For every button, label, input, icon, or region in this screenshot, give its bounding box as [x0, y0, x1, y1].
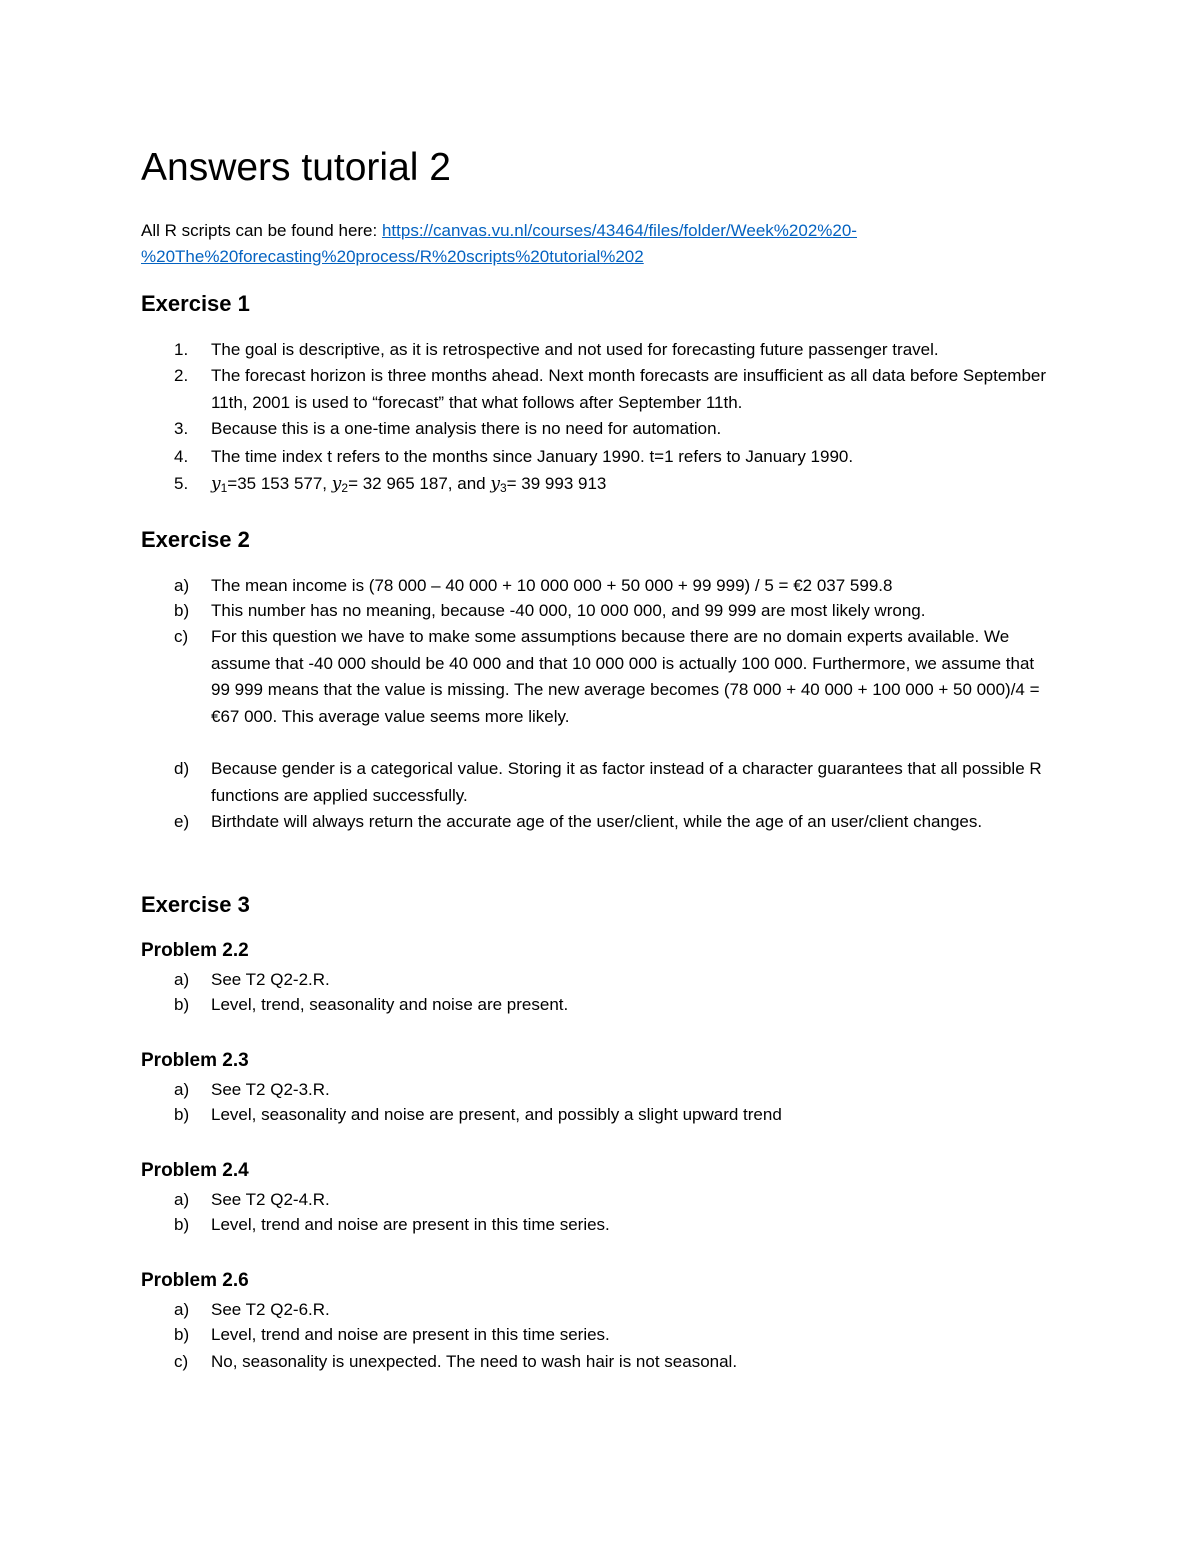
list-item-text: Birthdate will always return the accurate age of the user/client, while the age of an user/client changes. — [211, 812, 983, 831]
list-item-text: Level, trend and noise are present in this time series. — [211, 1215, 610, 1234]
list-item — [174, 1077, 1054, 1104]
value-text: =35 153 577, — [227, 474, 332, 493]
list-item — [174, 598, 1054, 625]
list-marker: 3. — [174, 419, 189, 438]
list-marker: e) — [174, 812, 190, 831]
list-item-text: Level, trend, seasonality and noise are present. — [211, 995, 569, 1014]
list-item-text: See T2 Q2-4.R. — [211, 1190, 330, 1209]
list-item — [174, 756, 1054, 809]
intro-paragraph — [141, 218, 1041, 270]
list-item-text: See T2 Q2-2.R. — [211, 970, 330, 989]
list-marker: 5. — [174, 474, 189, 493]
math-var-y: y — [211, 474, 221, 494]
list-item — [174, 471, 1054, 502]
list-marker: c) — [174, 627, 189, 646]
list-item — [174, 363, 1054, 416]
list-item-text: Level, seasonality and noise are present, and possibly a slight upward trend — [211, 1105, 782, 1124]
list-marker: b) — [174, 995, 190, 1014]
list-marker: a) — [174, 970, 190, 989]
list-item — [174, 444, 1054, 471]
list-item — [174, 992, 1054, 1019]
list-item — [174, 624, 1054, 730]
list-item — [174, 1297, 1054, 1324]
list-item-text: The time index t refers to the months since January 1990. t=1 refers to January 1990. — [211, 447, 854, 466]
exercise-3-heading: Exercise 3 — [141, 892, 250, 917]
list-item-text: Level, trend and noise are present in this time series. — [211, 1325, 610, 1344]
math-var-y: y — [490, 474, 500, 494]
list-marker: 1. — [174, 340, 189, 359]
list-marker: b) — [174, 1105, 190, 1124]
scripts-link-part1[interactable]: https://canvas.vu.nl/courses/43464/files/folder/Week%202%20- — [381, 221, 857, 240]
problem-2-6-heading: Problem 2.6 — [141, 1270, 249, 1291]
list-item-text: For this question we have to make some assumptions because there are no domain experts available. We assume that -40 000 should be 40 000 and that 10 000 000 is actually 100 000. Furthermore, we assume that 99 999 means that the value is missing. The new average becomes (78 000 + 40 000 + 100 000 + 50 000)/4 = €67 000. This average value seems more likely. — [211, 627, 1040, 726]
list-marker: c) — [174, 1352, 189, 1371]
list-marker: d) — [174, 759, 190, 778]
list-marker: a) — [174, 1080, 190, 1099]
list-item-text: The goal is descriptive, as it is retrospective and not used for forecasting future passenger travel. — [211, 340, 939, 359]
list-item-text: No, seasonality is unexpected. The need to wash hair is not seasonal. — [211, 1352, 738, 1371]
list-item — [174, 573, 1054, 600]
list-marker: b) — [174, 601, 190, 620]
intro-text: All R scripts can be found here: — [141, 221, 382, 240]
list-item — [174, 809, 1054, 836]
subscript: 1 — [220, 481, 228, 495]
list-item-text: The forecast horizon is three months ahead. Next month forecasts are insufficient as all data before September 11th, 2001 is used to “forecast” that what follows after September 11th. — [211, 366, 1047, 412]
list-marker: b) — [174, 1215, 190, 1234]
list-item — [174, 967, 1054, 994]
math-var-y: y — [331, 474, 342, 494]
list-item — [174, 1349, 1054, 1376]
list-item-text: This number has no meaning, because -40 000, 10 000 000, and 99 999 are most likely wrong. — [211, 601, 926, 620]
list-item-text: Because this is a one-time analysis there is no need for automation. — [211, 419, 722, 438]
problem-2-2-heading: Problem 2.2 — [141, 940, 249, 961]
list-item — [174, 1322, 1054, 1349]
list-item-text: See T2 Q2-6.R. — [211, 1300, 330, 1319]
problem-2-3-heading: Problem 2.3 — [141, 1050, 249, 1071]
list-item — [174, 337, 1054, 364]
value-text: = 32 965 187, and — [348, 474, 491, 493]
list-marker: a) — [174, 1300, 190, 1319]
list-item — [174, 416, 1054, 443]
subscript: 2 — [341, 481, 349, 495]
list-marker: 4. — [174, 447, 189, 466]
document-title: Answers tutorial 2 — [141, 146, 451, 189]
list-marker: b) — [174, 1325, 190, 1344]
subscript: 3 — [499, 481, 507, 495]
list-item-text — [211, 471, 1054, 502]
exercise-2-heading: Exercise 2 — [141, 527, 250, 552]
list-item — [174, 1212, 1054, 1239]
list-item — [174, 1102, 1054, 1129]
list-item-text: See T2 Q2-3.R. — [211, 1080, 330, 1099]
value-text: = 39 993 913 — [506, 474, 607, 493]
exercise-1-heading: Exercise 1 — [141, 291, 250, 316]
list-marker: a) — [174, 576, 190, 595]
list-item — [174, 1187, 1054, 1214]
scripts-link-part2[interactable]: %20The%20forecasting%20process/R%20scripts%20tutorial%202 — [141, 247, 644, 266]
list-marker: a) — [174, 1190, 190, 1209]
list-marker: 2. — [174, 366, 189, 385]
list-item-text: Because gender is a categorical value. Storing it as factor instead of a character guarantees that all possible R functions are applied successfully. — [211, 759, 1042, 805]
list-item-text: The mean income is (78 000 – 40 000 + 10 000 000 + 50 000 + 99 999) / 5 = €2 037 599.8 — [211, 576, 893, 595]
problem-2-4-heading: Problem 2.4 — [141, 1160, 249, 1181]
